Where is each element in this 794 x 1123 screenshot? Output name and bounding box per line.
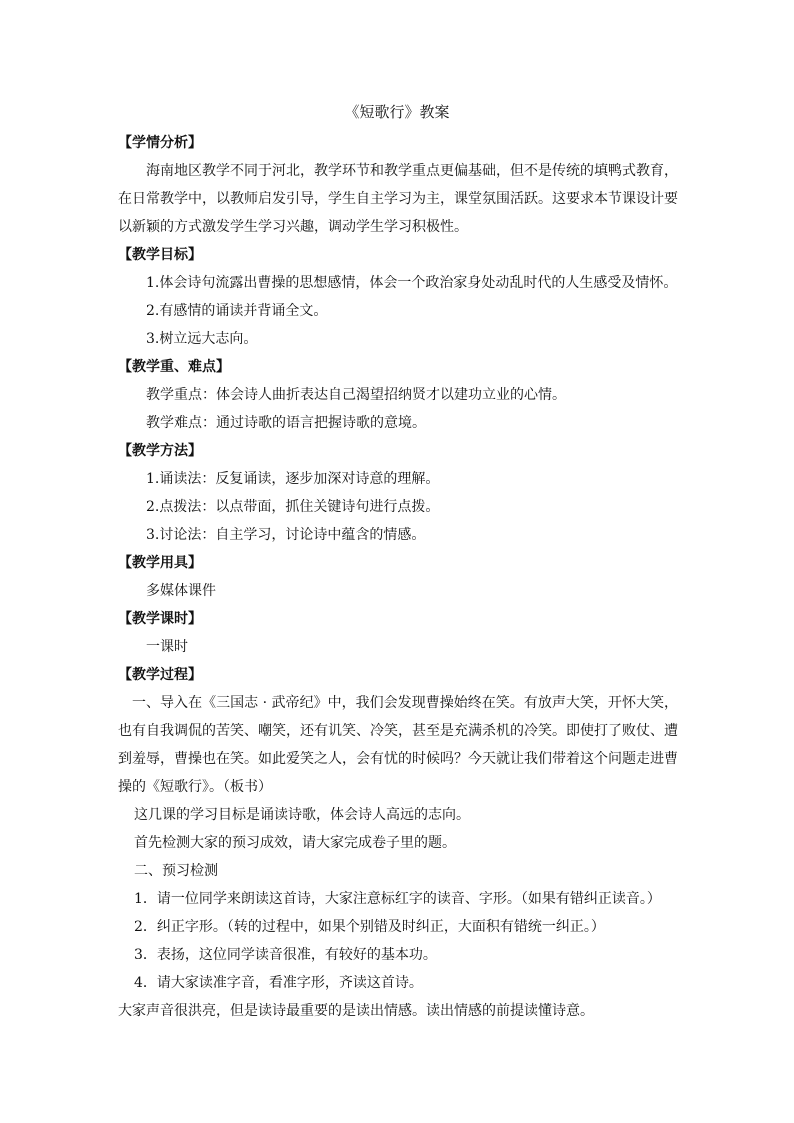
section-heading-yongju: 【教学用具】 [118,555,202,571]
section-heading-zhongnandian: 【教学重、难点】 [118,359,230,375]
fangfa-item: 3.讨论法：自主学习，讨论诗中蕴含的情感。 [146,527,426,543]
document-title: 《短歌行》教案 [344,103,450,121]
section-heading-mubiao: 【教学目标】 [118,247,202,263]
fangfa-item: 1.诵读法：反复诵读，逐步加深对诗意的理解。 [146,471,440,487]
section-heading-xueqing: 【学情分析】 [118,135,202,151]
guocheng-line: 4．请大家读准字音，看准字形，齐读这首诗。 [134,975,423,991]
document-body [118,129,678,1025]
keshi-text: 一课时 [146,639,188,655]
guocheng-closing: 大家声音很洪亮，但是读诗最重要的是读出情感。读出情感的前提读懂诗意。 [118,1003,594,1019]
guocheng-line: 1．请一位同学来朗读这首诗，大家注意标红字的读音、字形。（如果有错纠正读音。） [134,891,661,907]
guocheng-line: 首先检测大家的预习成效，请大家完成卷子里的题。 [134,835,456,851]
nandian-item: 教学难点：通过诗歌的语言把握诗歌的意境。 [146,415,426,431]
guocheng-line: 2．纠正字形。（转的过程中，如果个别错及时纠正，大面积有错统一纠正。） [134,919,605,935]
mubiao-item: 1.体会诗句流露出曹操的思想感情，体会一个政治家身处动乱时代的人生感受及情怀。 [146,275,678,291]
section-heading-fangfa: 【教学方法】 [118,443,202,459]
yongju-text: 多媒体课件 [146,583,216,599]
guocheng-intro-paragraph: 一、导入在《三国志 · 武帝纪》中，我们会发现曹操始终在笑。有放声大笑，开怀大笑，也有自我调侃的苦笑、嘲笑，还有讥笑、冷笑，甚至是充满杀机的冷笑。即使打了败仗、遭到羞辱，曹操也在笑。如此爱笑之人，会有忧的时候吗？今天就让我们带着这个问题走进曹操的《短歌行》。（板书） [118,695,678,795]
guocheng-line: 这几课的学习目标是诵读诗歌，体会诗人高远的志向。 [134,807,470,823]
zhongdian-item: 教学重点：体会诗人曲折表达自己渴望招纳贤才以建功立业的心情。 [146,387,566,403]
section-heading-guocheng: 【教学过程】 [118,667,202,683]
section-heading-keshi: 【教学课时】 [118,611,202,627]
fangfa-item: 2.点拨法：以点带面，抓住关键诗句进行点拨。 [146,499,440,515]
guocheng-subheading: 二、预习检测 [134,863,218,879]
guocheng-line: 3．表扬，这位同学读音很准，有较好的基本功。 [134,947,437,963]
mubiao-item: 3.树立远大志向。 [146,331,258,347]
mubiao-item: 2.有感情的诵读并背诵全文。 [146,303,328,319]
xueqing-paragraph: 海南地区教学不同于河北，教学环节和教学重点更偏基础，但不是传统的填鸭式教育，在日常教学中，以教师启发引导，学生自主学习为主，课堂氛围活跃。这要求本节课设计要以新颖的方式激发学生学习兴趣，调动学生学习积极性。 [118,163,678,235]
